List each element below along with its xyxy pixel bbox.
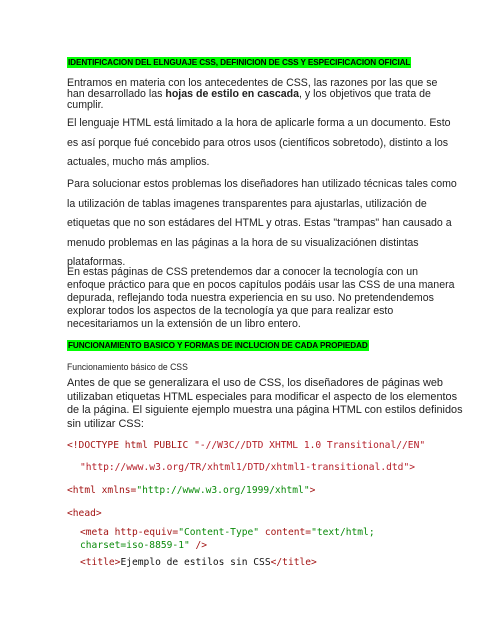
code-token: "text/html; charset=iso-8859-1": [80, 527, 375, 551]
text-line: Para solucionar estos problemas los diseñadores han utilizado técnicas tales como: [67, 178, 457, 190]
code-token: <meta: [80, 527, 115, 538]
text-line: Entramos en materia con los antecedentes de CSS, las razones por las que se: [67, 77, 438, 89]
paragraph-goals: [67, 266, 455, 331]
text-line: depurada, reflejando toda nuestra experiencia en su uso. No pretendendemos: [67, 292, 434, 304]
text-line: actuales, mucho más amplios.: [67, 156, 210, 168]
text-line: Antes de que se generalizara el uso de CSS, los diseñadores de páginas web: [67, 377, 443, 389]
code-token: content=: [259, 527, 312, 538]
text-line: es así porque fué concebido para otros usos (científicos sobretodo), distinto a los: [67, 136, 449, 149]
code-token: Ejemplo de estilos sin CSS: [120, 557, 271, 568]
text-line: utilizaban etiquetas HTML especiales para modificar el aspecto de los elementos: [67, 390, 458, 403]
code-line-head: [67, 508, 102, 519]
code-token: />: [189, 540, 208, 551]
code-token: "http://www.w3.org/TR/xhtml1/DTD/xhtml1-transitional.dtd">: [80, 462, 416, 473]
text-run: , y los objetivos que trata de: [299, 88, 431, 100]
code-token: "-//W3C//DTD XHTML 1.0 Transitional//EN": [194, 440, 426, 451]
code-token: </title>: [270, 557, 317, 568]
code-line-meta: [80, 526, 435, 552]
code-token: <!DOCTYPE html PUBLIC: [67, 440, 195, 451]
text-run: han desarrollado las: [67, 88, 166, 100]
text-line: enfoque práctico para que en pocos capítulos podáis usar las CSS de una manera: [67, 279, 455, 291]
code-token: xmlns=: [101, 485, 137, 496]
code-token: <title>: [80, 557, 121, 568]
paragraph-html-limits: [67, 114, 451, 173]
text-line: menudo problemas en las páginas a la hora de su visualizaciónen distintas: [67, 236, 419, 249]
section-heading-funcionamiento: FUNCIONAMIENTO BASICO Y FORMAS DE INCLUCION DE CADA PROPIEDAD: [68, 341, 368, 350]
text-line: cumplir.: [67, 99, 104, 111]
text-line: [67, 89, 432, 100]
code-token: http-equiv=: [114, 527, 179, 538]
paragraph-solutions: [67, 175, 457, 273]
text-line: etiquetas que no son estádares del HTML y otras. Estas "trampas" han causado a: [67, 217, 452, 229]
text-line: En estas páginas de CSS pretendemos dar a conocer la tecnología con un: [67, 266, 418, 278]
code-line-title: [80, 557, 317, 568]
text-line: necesitariamos un la extensión de un libro entero.: [67, 318, 301, 330]
subheading: Funcionamiento básico de CSS: [67, 361, 188, 372]
bold-text: hojas de estilo en cascada: [165, 88, 300, 100]
code-line-doctype: [67, 440, 425, 451]
text-line: la utilización de tablas imagenes transparentes para ajustarlas, utilización de: [67, 197, 427, 210]
code-token: <head>: [67, 508, 102, 519]
code-line-html: [67, 485, 315, 496]
code-token: "http://www.w3.org/1999/xhtml": [136, 485, 310, 496]
text-line: sin utilizar CSS:: [67, 417, 144, 430]
paragraph-intro: [67, 77, 438, 111]
text-line: El lenguaje HTML está limitado a la hora de aplicarle forma a un documento. Esto: [67, 117, 451, 129]
code-token: "Content-Type": [178, 527, 260, 538]
code-token: >: [309, 485, 316, 496]
code-line-dtd: [80, 462, 415, 473]
paragraph-before-css: [67, 377, 463, 431]
section-heading-identificacion: IDENTIFICACION DEL ELNGUAJE CSS, DEFINICION DE CSS Y ESPECIFICACION OFICIAL: [68, 58, 411, 67]
text-line: de la página. El siguiente ejemplo muestra una página HTML con estilos definidos: [67, 404, 463, 416]
text-line: plataformas.: [67, 256, 126, 268]
text-line: explorar todos los aspectos de la tecnología ya que para realizar esto: [67, 305, 394, 317]
code-token: <html: [67, 485, 102, 496]
